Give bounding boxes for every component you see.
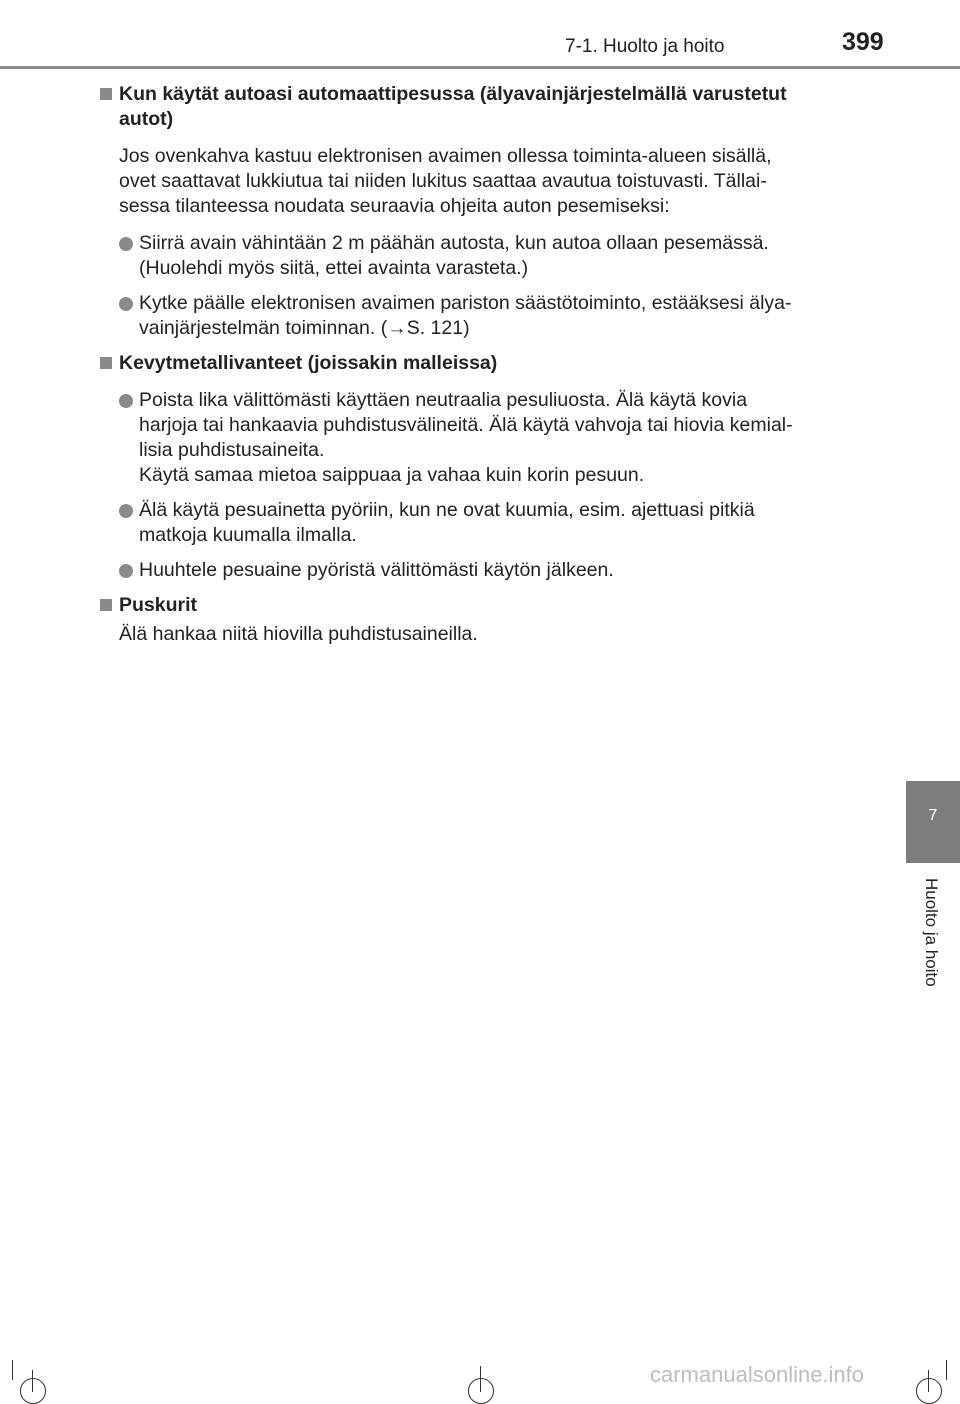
crop-mark bbox=[928, 1370, 929, 1392]
crop-mark bbox=[12, 1360, 13, 1380]
square-bullet-icon bbox=[100, 88, 112, 100]
circle-bullet-icon bbox=[119, 504, 133, 518]
heading-line: Kevytmetallivanteet (joissakin malleissa) bbox=[119, 352, 498, 374]
section-title: 7-1. Huolto ja hoito bbox=[565, 36, 725, 57]
list-item bbox=[100, 388, 860, 488]
paragraph bbox=[100, 144, 860, 219]
paragraph-line: Älä hankaa niitä hiovilla puhdistusaineilla. bbox=[119, 623, 478, 645]
paragraph-line: ovet saattavat lukkiutua tai niiden lukitus saattaa avautua toistuvasti. Tällai- bbox=[119, 170, 767, 192]
header-rule bbox=[0, 66, 960, 69]
registration-mark-icon bbox=[468, 1378, 494, 1404]
bullet-line: Älä käytä pesuainetta pyöriin, kun ne ovat kuumia, esim. ajettuasi pitkiä bbox=[139, 499, 755, 521]
page-content bbox=[100, 82, 860, 659]
bullet-line: Poista lika välittömästi käyttäen neutraalia pesuliuosta. Älä käytä kovia bbox=[139, 389, 748, 411]
bullet-line: vainjärjestelmän toiminnan. (→S. 121) bbox=[139, 317, 470, 339]
chapter-tab bbox=[906, 781, 960, 863]
crop-mark bbox=[480, 1366, 481, 1392]
list-item bbox=[100, 231, 860, 281]
section-heading-bumpers bbox=[100, 593, 860, 618]
circle-bullet-icon bbox=[119, 394, 133, 408]
crop-mark bbox=[32, 1370, 33, 1392]
bullet-line: harjoja tai hankaavia puhdistusvälineitä. Älä käytä vahvoja tai hiovia kemial- bbox=[139, 414, 793, 436]
heading-line: Puskurit bbox=[119, 594, 198, 616]
circle-bullet-icon bbox=[119, 564, 133, 578]
heading-line: Kun käytät autoasi automaattipesussa (älyavainjärjestelmällä varustetut bbox=[119, 83, 787, 105]
page-header bbox=[0, 0, 960, 70]
paragraph-line: Jos ovenkahva kastuu elektronisen avaimen ollessa toiminta-alueen sisällä, bbox=[119, 145, 772, 167]
paragraph bbox=[100, 622, 860, 647]
crop-mark bbox=[946, 1360, 947, 1380]
list-item bbox=[100, 558, 860, 583]
chapter-title: Huolto ja hoito bbox=[922, 878, 941, 987]
registration-mark-icon bbox=[916, 1378, 942, 1404]
heading-line: autot) bbox=[119, 108, 174, 130]
list-item bbox=[100, 291, 860, 341]
watermark: carmanualsonline.info bbox=[650, 1362, 865, 1387]
section-heading-automatic-wash bbox=[100, 82, 860, 132]
bullet-line: Siirrä avain vähintään 2 m päähän autosta, kun autoa ollaan pesemässä. bbox=[139, 232, 769, 254]
bullet-line: lisia puhdistusaineita. bbox=[139, 439, 325, 461]
bullet-line: Käytä samaa mietoa saippuaa ja vahaa kuin korin pesuun. bbox=[139, 464, 645, 486]
square-bullet-icon bbox=[100, 599, 112, 611]
page-number: 399 bbox=[842, 28, 884, 56]
list-item bbox=[100, 498, 860, 548]
paragraph-line: sessa tilanteessa noudata seuraavia ohjeita auton pesemiseksi: bbox=[119, 195, 670, 217]
square-bullet-icon bbox=[100, 357, 112, 369]
bullet-line: matkoja kuumalla ilmalla. bbox=[139, 524, 357, 546]
bullet-line: Huuhtele pesuaine pyöristä välittömästi käytön jälkeen. bbox=[139, 559, 614, 581]
circle-bullet-icon bbox=[119, 297, 133, 311]
section-heading-alloy-wheels bbox=[100, 351, 860, 376]
bullet-line: Kytke päälle elektronisen avaimen pariston säästötoiminto, estääksesi älya- bbox=[139, 292, 792, 314]
registration-mark-icon bbox=[20, 1378, 46, 1404]
bullet-line: (Huolehdi myös siitä, ettei avainta varasteta.) bbox=[139, 257, 529, 279]
circle-bullet-icon bbox=[119, 237, 133, 251]
chapter-number: 7 bbox=[928, 807, 938, 824]
